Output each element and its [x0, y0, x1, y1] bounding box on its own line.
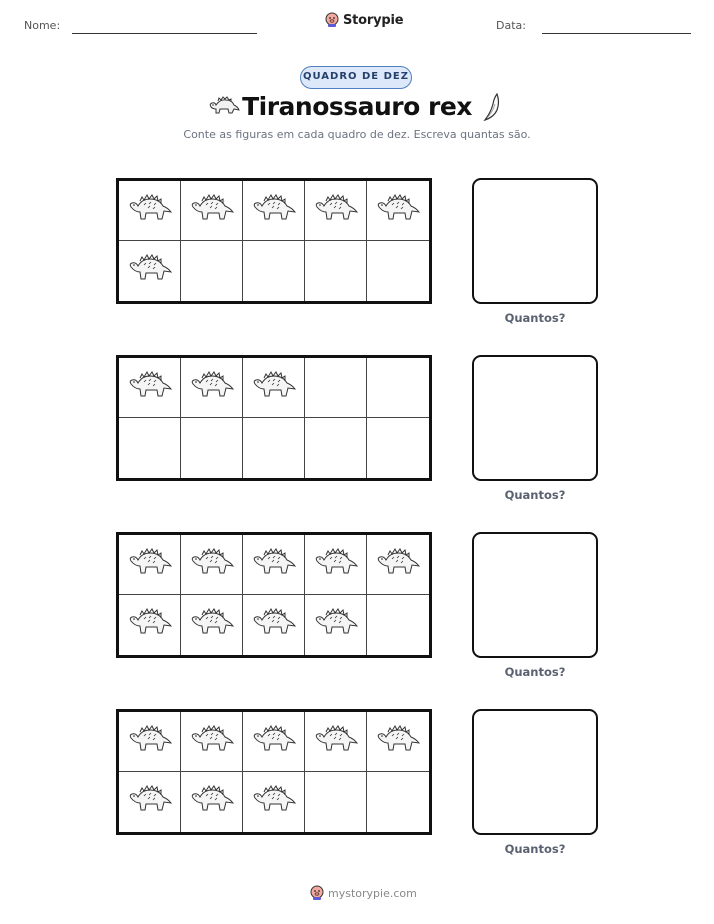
brand-logo: [325, 12, 403, 28]
ten-frame-cell: [243, 772, 305, 832]
ten-frame-cell: [119, 418, 181, 478]
dinosaur-icon: [375, 547, 421, 583]
dinosaur-icon: [189, 784, 235, 820]
ten-frame-cell: [305, 535, 367, 595]
ten-frame-cell: [243, 181, 305, 241]
ten-frame-cell: [305, 181, 367, 241]
ten-frame-cell: [119, 181, 181, 241]
ten-frame-cell: [305, 241, 367, 301]
name-field[interactable]: [72, 33, 257, 34]
answer-box[interactable]: [472, 178, 598, 304]
ten-frame-cell: [119, 241, 181, 301]
instructions: Conte as figuras em cada quadro de dez. Escreva quantas são.: [183, 128, 531, 141]
answer-box[interactable]: [472, 355, 598, 481]
ten-frame-cell: [367, 241, 429, 301]
ten-frame-cell: [119, 772, 181, 832]
dinosaur-icon: [189, 547, 235, 583]
dinosaur-icon: [127, 370, 173, 406]
name-label: Nome:: [24, 19, 61, 32]
dinosaur-icon: [127, 547, 173, 583]
footer-url[interactable]: mystorypie.com: [328, 886, 417, 900]
pig-mascot-icon: [310, 885, 324, 901]
ten-frame: [116, 709, 432, 835]
answer-label: Quantos?: [504, 311, 566, 325]
ten-frame-cell: [305, 712, 367, 772]
ten-frame-cell: [181, 241, 243, 301]
date-label: Data:: [496, 19, 526, 32]
ten-frame: [116, 178, 432, 304]
dinosaur-icon: [189, 607, 235, 643]
dinosaur-icon: [251, 607, 297, 643]
ten-frame-cell: [181, 181, 243, 241]
dinosaur-icon: [313, 607, 359, 643]
ten-frame-cell: [367, 595, 429, 655]
dinosaur-icon: [375, 193, 421, 229]
worksheet-type-badge: QUADRO DE DEZ: [300, 66, 412, 89]
ten-frame: [116, 355, 432, 481]
ten-frame-cell: [243, 358, 305, 418]
dinosaur-icon: [375, 724, 421, 760]
ten-frame-cell: [367, 712, 429, 772]
answer-box[interactable]: [472, 709, 598, 835]
dinosaur-icon: [251, 193, 297, 229]
dinosaur-icon: [313, 193, 359, 229]
ten-frame-cell: [367, 181, 429, 241]
ten-frame-cell: [243, 241, 305, 301]
dinosaur-icon: [127, 784, 173, 820]
ten-frame-cell: [181, 418, 243, 478]
dinosaur-icon: [127, 724, 173, 760]
dinosaur-icon: [127, 193, 173, 229]
dinosaur-icon: [251, 784, 297, 820]
brand-name: Storypie: [343, 12, 404, 28]
ten-frame-cell: [367, 418, 429, 478]
dinosaur-icon: [313, 724, 359, 760]
ten-frame-cell: [243, 712, 305, 772]
ten-frame-cell: [367, 772, 429, 832]
dinosaur-icon: [313, 547, 359, 583]
answer-label: Quantos?: [504, 842, 566, 856]
dinosaur-icon: [251, 370, 297, 406]
answer-label: Quantos?: [504, 488, 566, 502]
ten-frame-cell: [305, 418, 367, 478]
ten-frame-cell: [305, 772, 367, 832]
dinosaur-icon: [189, 370, 235, 406]
page-title: Tiranossauro rex: [242, 92, 472, 121]
footer: [310, 885, 417, 901]
ten-frame-cell: [181, 535, 243, 595]
pig-mascot-icon: [325, 12, 339, 28]
ten-frame-cell: [119, 358, 181, 418]
dinosaur-icon: [189, 724, 235, 760]
ten-frame-cell: [119, 595, 181, 655]
ten-frame-cell: [305, 595, 367, 655]
dinosaur-icon: [127, 253, 173, 289]
ten-frame-cell: [181, 772, 243, 832]
date-field[interactable]: [542, 33, 691, 34]
tooth-icon: [481, 92, 501, 122]
ten-frame-cell: [243, 535, 305, 595]
dinosaur-icon: [251, 724, 297, 760]
answer-box[interactable]: [472, 532, 598, 658]
ten-frame-cell: [181, 595, 243, 655]
dinosaur-icon: [189, 193, 235, 229]
ten-frame-cell: [367, 358, 429, 418]
ten-frame-cell: [367, 535, 429, 595]
dinosaur-icon: [127, 607, 173, 643]
ten-frame-cell: [181, 358, 243, 418]
ten-frame-cell: [305, 358, 367, 418]
ten-frame-cell: [119, 712, 181, 772]
ten-frame-cell: [243, 595, 305, 655]
ten-frame-cell: [181, 712, 243, 772]
answer-label: Quantos?: [504, 665, 566, 679]
ten-frame-cell: [243, 418, 305, 478]
ten-frame: [116, 532, 432, 658]
dinosaur-icon: [251, 547, 297, 583]
ten-frame-cell: [119, 535, 181, 595]
